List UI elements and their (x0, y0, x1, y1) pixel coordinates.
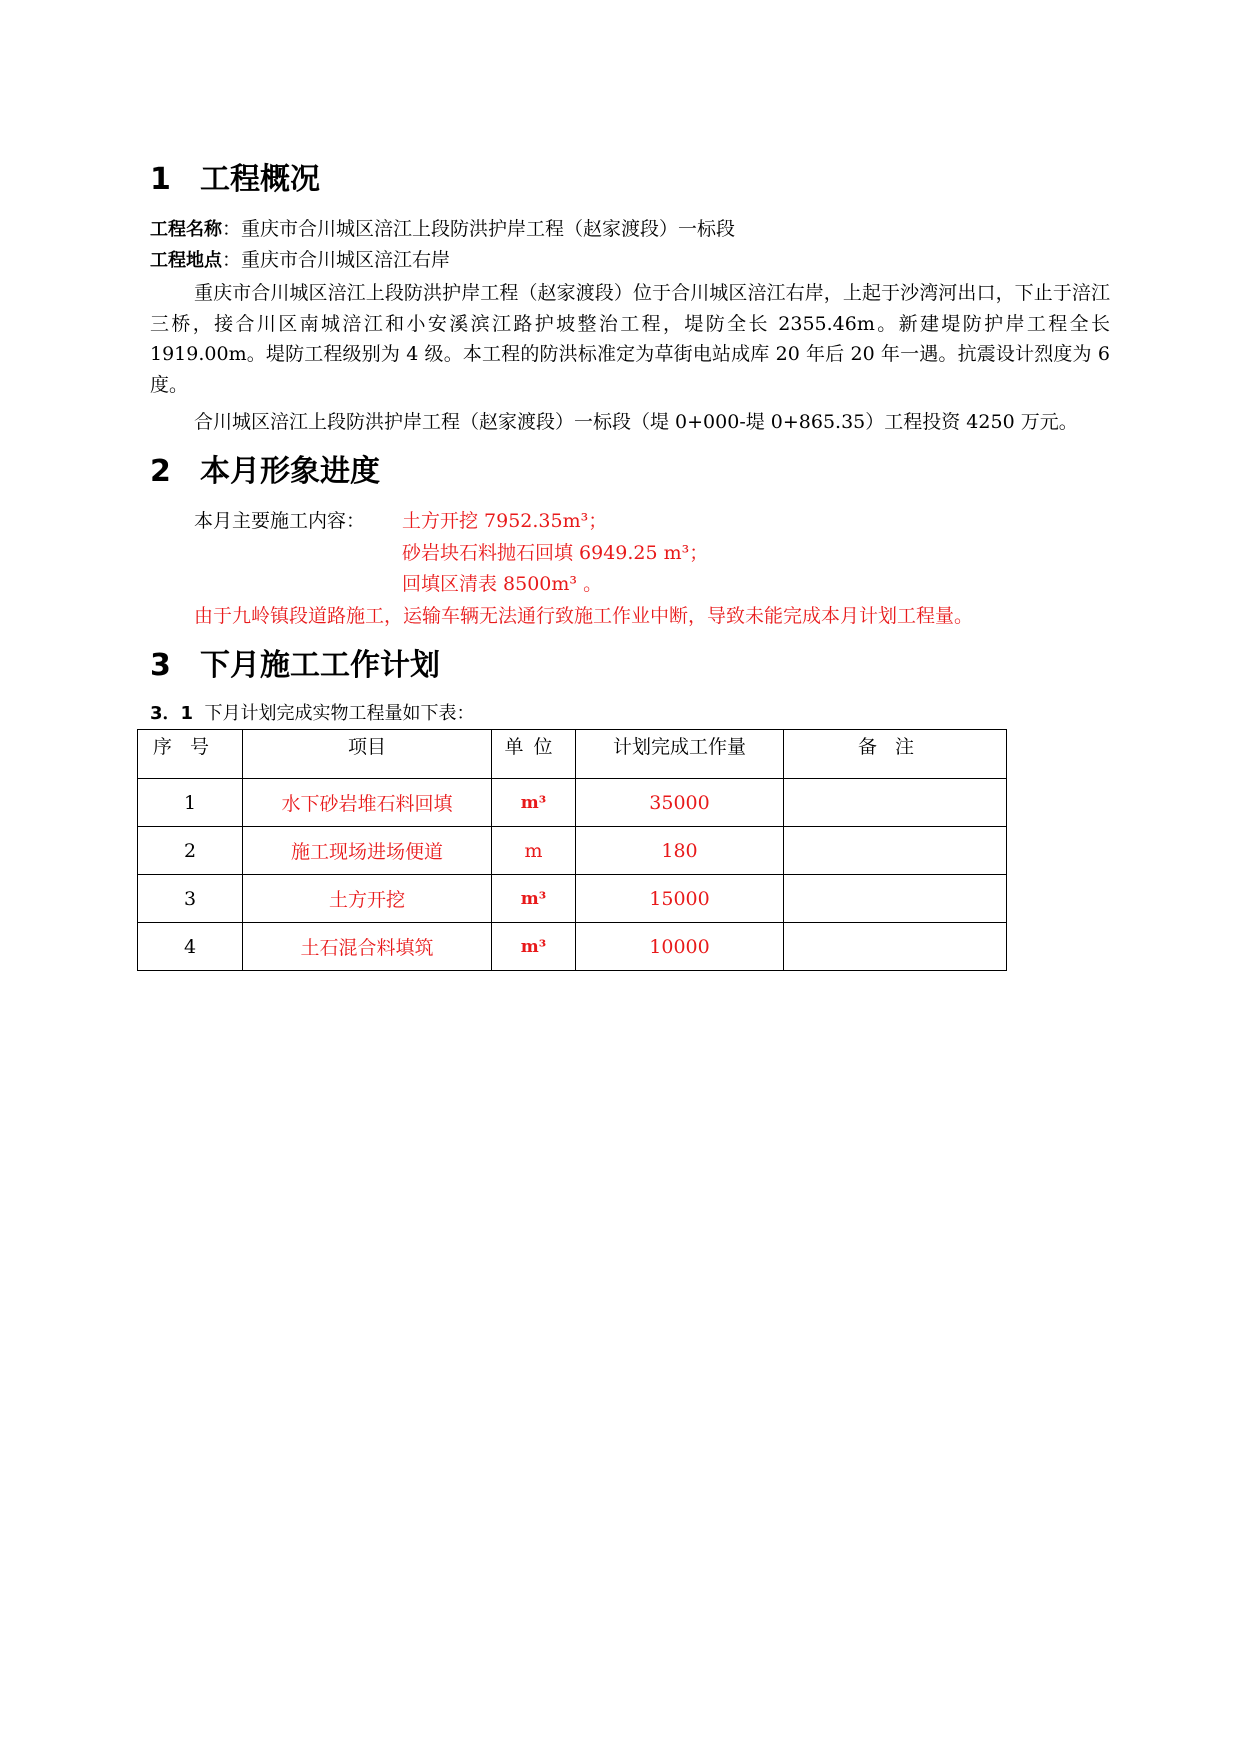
overview-paragraph: 重庆市合川城区涪江上段防洪护岸工程（赵家渡段）位于合川城区涪江右岸，上起于沙湾河出口，下止于涪江三桥，接合川区南城涪江和小安溪滨江路护坡整治工程，堤防全长 2355.46m。新建堤防护岸工程全长 1919.00m。堤防工程级别为 4 级。本工程的防洪标准定为草街电站成库 20 年后 20 年一遇。抗震设计烈度为 6 度。 (150, 282, 1110, 396)
row-item: 土方开挖 (243, 875, 492, 923)
plan-subtitle-number: 3．1 (150, 703, 194, 724)
row-no: 1 (138, 779, 243, 827)
header-unit: 单位 (492, 730, 576, 779)
progress-note: 由于九岭镇段道路施工，运输车辆无法通行致施工作业中断，导致未能完成本月计划工程量。 (194, 605, 974, 627)
progress-item: 砂岩块石料抛石回填 6949.25 m³； (402, 542, 709, 564)
row-no: 2 (138, 827, 243, 875)
row-item: 水下砂岩堆石料回填 (243, 779, 492, 827)
table-row (138, 779, 1007, 827)
row-no: 3 (138, 875, 243, 923)
row-quantity: 15000 (576, 875, 784, 923)
row-quantity: 35000 (576, 779, 784, 827)
section-title: 本月形象进度 (200, 454, 380, 489)
investment-paragraph: 合川城区涪江上段防洪护岸工程（赵家渡段）一标段（堤 0+000-堤 0+865.35）工程投资 4250 万元。 (194, 411, 1078, 433)
project-location-line (150, 245, 450, 276)
section-title: 工程概况 (200, 162, 320, 197)
row-item: 施工现场进场便道 (243, 827, 492, 875)
plan-subtitle (150, 699, 475, 729)
table-row (138, 827, 1007, 875)
row-unit: m³ (492, 779, 576, 827)
header-no: 序号 (138, 730, 243, 779)
row-unit: m (492, 827, 576, 875)
section-heading-3 (150, 646, 440, 686)
plan-table (137, 729, 1007, 971)
project-location-label: 工程地点 (150, 250, 222, 271)
table-row (138, 923, 1007, 971)
section-title: 下月施工工作计划 (200, 648, 440, 683)
section-number: 1 (150, 162, 171, 197)
project-name-value: ：重庆市合川城区涪江上段防洪护岸工程（赵家渡段）一标段 (222, 218, 736, 240)
project-name-line (150, 214, 735, 245)
row-unit: m³ (492, 875, 576, 923)
row-no: 4 (138, 923, 243, 971)
header-remark: 备注 (784, 730, 1007, 779)
section-heading-2 (150, 452, 380, 492)
progress-item: 土方开挖 7952.35m³； (402, 510, 608, 532)
project-name-label: 工程名称 (150, 219, 222, 240)
plan-subtitle-text: 下月计划完成实物工程量如下表： (204, 703, 475, 724)
section-heading-1 (150, 160, 320, 200)
section-number: 2 (150, 454, 171, 489)
progress-label: 本月主要施工内容： (194, 510, 366, 532)
header-quantity: 计划完成工作量 (576, 730, 784, 779)
row-remark (784, 875, 1007, 923)
row-remark (784, 779, 1007, 827)
header-item: 项目 (243, 730, 492, 779)
row-quantity: 10000 (576, 923, 784, 971)
project-location-value: ：重庆市合川城区涪江右岸 (222, 249, 451, 271)
progress-item: 回填区清表 8500m³ 。 (402, 573, 603, 595)
table-header-row (138, 730, 1007, 779)
row-quantity: 180 (576, 827, 784, 875)
row-remark (784, 827, 1007, 875)
row-item: 土石混合料填筑 (243, 923, 492, 971)
row-unit: m³ (492, 923, 576, 971)
row-remark (784, 923, 1007, 971)
section-number: 3 (150, 648, 171, 683)
table-row (138, 875, 1007, 923)
